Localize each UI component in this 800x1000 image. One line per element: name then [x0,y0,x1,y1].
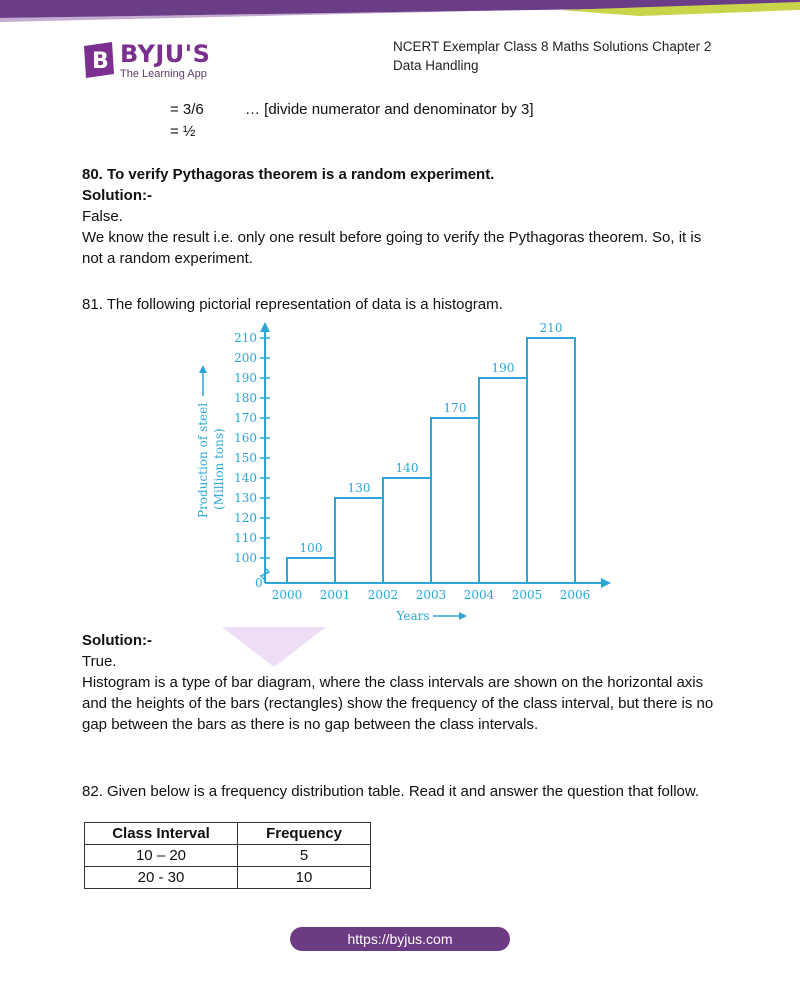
y-tick-label: 100 [234,551,257,565]
brand-name: BYJU'S [120,40,211,68]
bar-2000 [287,558,335,583]
answer-81: True. [82,653,117,670]
logo-letter: B [92,49,109,74]
origin-label: 0 [255,576,263,590]
bar-2004 [479,378,527,583]
question-80-text: 80. To verify Pythagoras theorem is a random experiment. [82,166,495,183]
explanation-81: Histogram is a type of bar diagram, where the class intervals are shown on the horizontal axis and the heights of the bars (rectangles) show the frequency of the class interval, but there is no gap between the bars as there is no gap between the class intervals. [82,674,714,733]
footer-url-link[interactable]: https://byjus.com [290,927,510,951]
answer-80: False. [82,208,123,225]
top-banner [0,0,800,22]
equation-note: … [divide numerator and denominator by 3] [245,101,534,118]
y-tick-label: 150 [234,451,257,465]
y-axis-label-line1: Production of steel [196,402,210,518]
title-line-1: NCERT Exemplar Class 8 Maths Solutions Chapter 2 [393,39,712,54]
y-tick-label: 190 [234,371,257,385]
bar-2001 [335,498,383,583]
x-axis-label: Years [396,609,430,623]
x-tick-label: 2006 [559,588,591,602]
y-tick-label: 130 [234,491,257,505]
frequency-table [84,822,371,889]
y-label-arrowhead [199,365,207,373]
y-tick-label: 140 [234,471,257,485]
y-tick-label: 210 [234,331,257,345]
equation-line-1: = 3/6 [170,101,204,118]
x-tick-label: 2002 [367,588,399,602]
x-tick-label: 2004 [463,588,495,602]
x-tick-label: 2000 [271,588,303,602]
solution-label-80: Solution:- [82,187,152,204]
question-80 [82,164,714,269]
solution-81 [82,630,714,735]
table-cell: 20 - 30 [85,867,238,889]
y-axis-label [196,403,226,518]
table-cell: 5 [238,845,371,867]
table-cell: 10 [238,867,371,889]
bar-value-label: 170 [443,401,467,415]
bar-value-label: 140 [395,461,419,475]
bar-value-label: 100 [299,541,323,555]
solution-label-81: Solution:- [82,632,152,649]
bar-value-label: 130 [347,481,371,495]
x-tick-label: 2003 [415,588,447,602]
y-axis-label-line2: (Million tons) [212,428,226,510]
question-82-text: 82. Given below is a frequency distribution table. Read it and answer the question that follow. [82,783,700,800]
table-header-class-interval: Class Interval [85,823,238,845]
x-tick-label: 2001 [319,588,351,602]
y-tick-label: 110 [234,531,257,545]
table-cell: 10 – 20 [85,845,238,867]
logo-icon [82,42,116,78]
title-line-2: Data Handling [393,58,479,73]
x-tick-label: 2005 [511,588,543,602]
y-tick-label: 120 [234,511,257,525]
equation-line-2: = ½ [170,123,196,140]
explanation-80: We know the result i.e. only one result before going to verify the Pythagoras theorem. So, it is not a random experiment. [82,229,702,267]
bar-2005 [527,338,575,583]
byjus-logo [82,40,222,85]
brand-tagline: The Learning App [120,68,207,80]
bar-value-label: 210 [539,321,563,335]
y-tick-label: 180 [234,391,257,405]
x-label-arrowhead [459,612,467,620]
table-row [85,867,371,889]
document-title [393,37,711,75]
y-tick-label: 170 [234,411,257,425]
y-tick-label: 200 [234,351,257,365]
bar-2003 [431,418,479,583]
y-axis-arrow [260,322,270,332]
table-header-frequency: Frequency [238,823,371,845]
table-row [85,845,371,867]
table-header-row [85,823,371,845]
x-axis-arrow [601,578,611,588]
question-81-text: 81. The following pictorial representation of data is a histogram. [82,296,503,313]
histogram-chart [185,318,615,628]
y-tick-label: 160 [234,431,257,445]
bar-2002 [383,478,431,583]
bar-value-label: 190 [491,361,515,375]
